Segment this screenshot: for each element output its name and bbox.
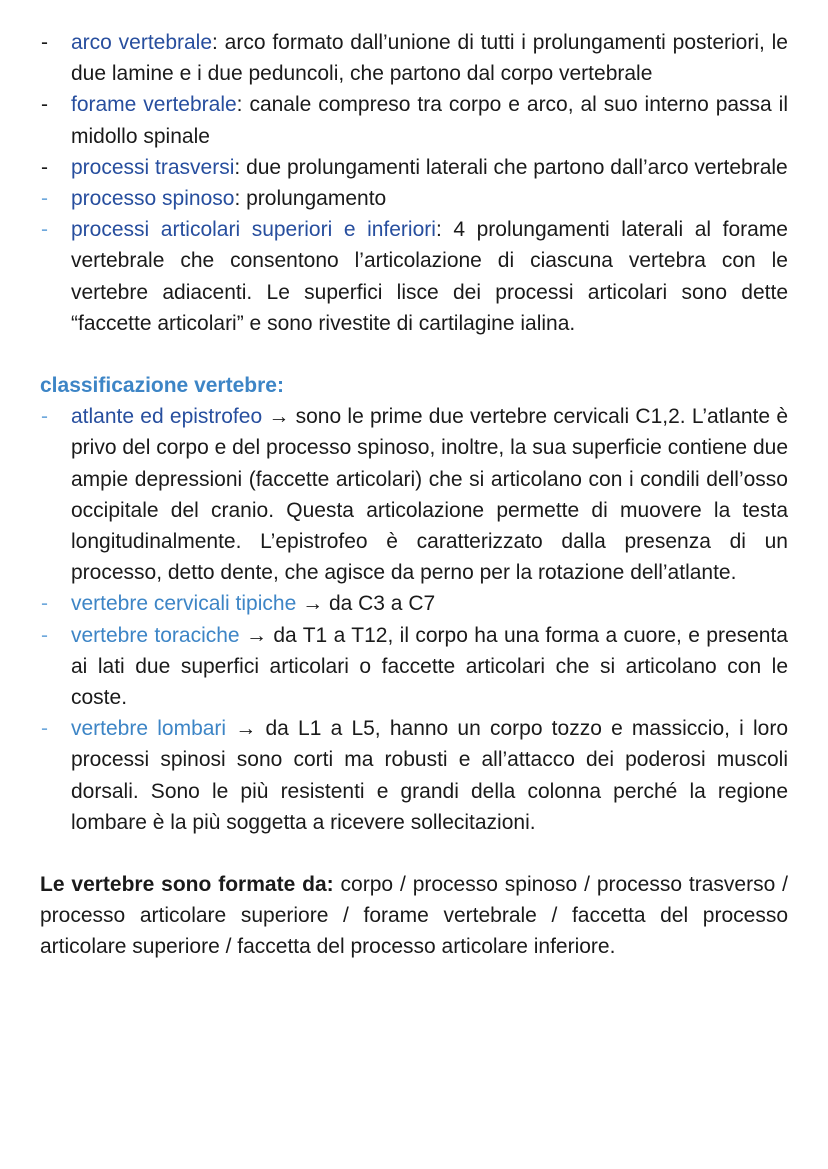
term-vertebre-lombari: vertebre lombari xyxy=(71,717,227,741)
term-colon: : xyxy=(435,218,442,242)
list-dash: - xyxy=(41,31,48,54)
arrow: → xyxy=(296,592,329,616)
list-item xyxy=(40,713,788,838)
list-dash: - xyxy=(41,623,48,647)
term-colon: : xyxy=(236,93,243,117)
list-item xyxy=(40,401,788,588)
arrow: → xyxy=(226,717,266,741)
item-text: canale compreso tra corpo e arco, al suo interno passa il midollo spinale xyxy=(71,93,788,148)
list-dash: - xyxy=(41,717,48,741)
item-text: arco formato dall’unione di tutti i prolungamenti posteriori, le due lamine e i due peduncoli, che partono dal corpo vertebrale xyxy=(71,31,788,86)
arrow: → xyxy=(239,623,274,647)
term-atlante-epistrofeo: atlante ed epistrofeo xyxy=(71,405,263,429)
term-vertebre-cervicali: vertebre cervicali tipiche xyxy=(71,592,297,616)
list-dash: - xyxy=(41,93,48,117)
summary-text: corpo / processo spinoso / processo trasverso / processo articolare superiore / forame vertebrale / faccetta del processo articolare superiore / faccetta del processo articolare inferiore. xyxy=(40,873,789,959)
term-processo-spinoso: processo spinoso xyxy=(71,187,235,211)
summary-paragraph xyxy=(40,869,788,963)
summary-bold: Le vertebre sono formate da: xyxy=(40,873,334,897)
list-dash: - xyxy=(41,187,48,211)
list-dash: - xyxy=(41,155,48,179)
term-colon: : xyxy=(234,155,241,179)
item-text: sono le prime due vertebre cervicali C1,2. L’atlante è privo del corpo e del processo spinoso, inoltre, la sua superficie contiene due ampie depressioni (faccette articolari) che si articolano con i condili dell’osso occipitale del cranio. Questa articolazione permette di muovere la testa longitudinalmente. L’epistrofeo è caratterizzato dalla presenza di un processo, detto dente, che agisce da perno per la rotazione dell’atlante. xyxy=(71,405,788,585)
vertebra-parts-list xyxy=(40,27,788,339)
list-dash: - xyxy=(41,405,48,429)
list-item xyxy=(40,27,788,89)
item-text: due prolungamenti laterali che partono dall’arco vertebrale xyxy=(240,155,788,179)
item-text: da L1 a L5, hanno un corpo tozzo e massiccio, i loro processi spinosi sono corti ma robusti e all’attacco dei poderosi muscoli dorsali. Sono le più resistenti e grandi della colonna perché la regione lombare è la più soggetta a ricevere sollecitazioni. xyxy=(71,717,789,834)
list-item xyxy=(40,588,788,619)
item-text: da T1 a T12, il corpo ha una forma a cuore, e presenta ai lati due superfici articolari o faccette articolari che si articolano con le coste. xyxy=(71,623,788,710)
term-processi-articolari: processi articolari superiori e inferiori xyxy=(71,218,436,242)
term-forame-vertebrale: forame vertebrale xyxy=(71,93,237,117)
term-arco-vertebrale: arco vertebrale xyxy=(71,31,213,54)
list-item xyxy=(40,89,788,151)
list-item xyxy=(40,152,788,183)
vertebra-classification-list xyxy=(40,401,788,838)
term-colon: : xyxy=(212,31,218,54)
list-item xyxy=(40,183,788,214)
term-processi-trasversi: processi trasversi xyxy=(71,155,235,179)
arrow: → xyxy=(262,405,296,429)
list-dash: - xyxy=(41,592,48,616)
list-dash: - xyxy=(41,218,48,242)
item-text: prolungamento xyxy=(240,187,387,211)
item-text: 4 prolungamenti laterali al forame vertebrale che consentono l’articolazione di ciascuna vertebra con le vertebre adiacenti. Le superfici lisce dei processi articolari sono dette “faccette articolari” e sono rivestite di cartilagine ialina. xyxy=(71,218,788,335)
item-text: da C3 a C7 xyxy=(328,592,436,616)
term-vertebre-toraciche: vertebre toraciche xyxy=(71,623,240,647)
list-item xyxy=(40,214,788,339)
section-title: classificazione vertebre: xyxy=(40,374,284,398)
term-colon: : xyxy=(234,187,241,211)
list-item xyxy=(40,620,788,714)
